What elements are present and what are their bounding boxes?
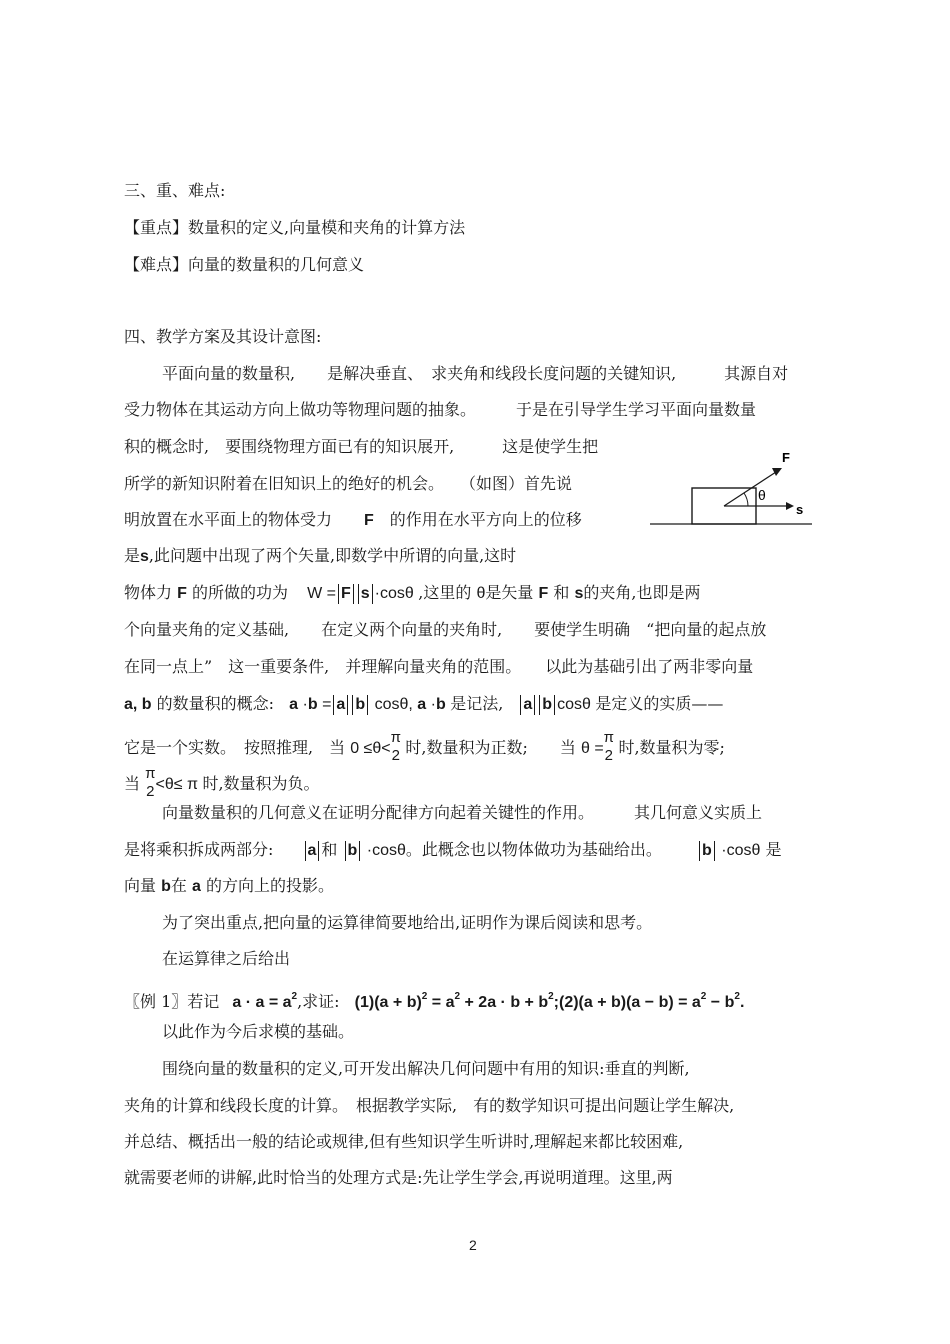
square: 2 bbox=[548, 991, 554, 1002]
b: b bbox=[355, 696, 366, 713]
para1-line12 bbox=[124, 767, 320, 803]
negative-range bbox=[145, 765, 202, 800]
expr2-rhs: − b bbox=[706, 994, 735, 1011]
para2-line1: 向量数量积的几何意义在证明分配律方向起着关键性的作用。 其几何意义实质上 bbox=[162, 803, 763, 822]
text: 的方向上的投影。 bbox=[206, 876, 335, 895]
para3-line2: 在运算律之后给出 bbox=[162, 949, 291, 968]
theta: θ bbox=[399, 696, 409, 713]
text: 。此概念也以物体做功为基础给出。 bbox=[405, 840, 662, 859]
square: 2 bbox=[291, 991, 298, 1002]
a: a bbox=[336, 696, 346, 713]
section-4-title: 四、教学方案及其设计意图: bbox=[124, 327, 322, 346]
abs-bar bbox=[534, 695, 535, 715]
text: 时,数量积为正数; 当 bbox=[405, 738, 576, 758]
b: b bbox=[307, 696, 318, 713]
theta: θ bbox=[404, 585, 414, 602]
abs-b-cos bbox=[343, 842, 406, 859]
abs-bar bbox=[714, 841, 715, 861]
expr1: (1)(a + b) bbox=[354, 994, 422, 1011]
text: 它是一个实数。 按照推理, 当 bbox=[124, 738, 346, 758]
abs-bar bbox=[520, 695, 521, 715]
pi-over-2-fraction bbox=[145, 765, 155, 801]
work-symbol: W = bbox=[307, 585, 336, 602]
abs-bar bbox=[359, 841, 360, 861]
para1-line11 bbox=[124, 731, 725, 767]
abs-bar bbox=[554, 695, 555, 715]
square: 2 bbox=[454, 991, 461, 1002]
para1-line4: 所学的新知识附着在旧知识上的绝好的机会。 （如图）首先说 bbox=[124, 474, 573, 493]
para2-line2 bbox=[124, 840, 781, 861]
section-3-title: 三、重、难点: bbox=[124, 181, 226, 200]
abs-bar bbox=[333, 695, 334, 715]
expr1-rhs: = a bbox=[427, 994, 455, 1011]
abs-bar bbox=[345, 841, 346, 861]
text: 明放置在水平面上的物体受力 bbox=[124, 510, 365, 529]
s: s bbox=[574, 585, 584, 602]
pi-over-2-fraction bbox=[604, 729, 614, 765]
example-label: 〖例 1〗若记 bbox=[124, 992, 220, 1011]
para1-line5 bbox=[124, 510, 582, 531]
abs-bar bbox=[539, 695, 540, 715]
abs-bar bbox=[352, 695, 353, 715]
cos: cos bbox=[380, 585, 405, 602]
text: ,求证: bbox=[297, 992, 340, 1011]
para4-line4: 就需要老师的讲解,此时恰当的处理方式是:先让学生学会,再说明道理。这里,两 bbox=[124, 1168, 673, 1187]
abs-b-cos bbox=[697, 842, 760, 859]
abs-bar bbox=[318, 841, 319, 861]
text: 的所做的功为 bbox=[191, 583, 288, 602]
text: 是 bbox=[124, 546, 141, 565]
para1-line6 bbox=[124, 546, 516, 567]
expr2: ;(2)(a + b)(a − b) = a bbox=[553, 994, 701, 1011]
para4-line3: 并总结、概括出一般的结论或规律,但有些知识学生听讲时,理解起来都比较困难, bbox=[124, 1132, 684, 1151]
eq: = bbox=[594, 740, 604, 758]
para1-line8: 个向量夹角的定义基础, 在定义两个向量的夹角时, 要使学生明确 “把向量的起点放 bbox=[124, 620, 767, 639]
text: 和 bbox=[321, 840, 338, 859]
b: b bbox=[435, 696, 446, 713]
s: s bbox=[360, 585, 370, 602]
abs-bar bbox=[338, 584, 339, 604]
text: 是矢量 bbox=[485, 583, 534, 602]
vector-s: s bbox=[140, 548, 149, 565]
work-formula bbox=[307, 585, 418, 602]
definition-essence bbox=[518, 696, 595, 713]
le-pi: ≤ π bbox=[173, 776, 198, 794]
pi-over-2-fraction bbox=[391, 729, 401, 765]
expr1-rhs2: + 2a · b + b bbox=[460, 994, 549, 1011]
theta: θ bbox=[581, 696, 591, 713]
force-arrowhead bbox=[772, 468, 782, 476]
theta: θ bbox=[580, 740, 590, 758]
proof-statement bbox=[354, 991, 745, 1011]
text: ,这里的 bbox=[418, 583, 472, 602]
text: 时,数量积为负。 bbox=[202, 774, 320, 794]
theta: θ bbox=[164, 776, 174, 794]
abs-bar bbox=[353, 584, 354, 604]
notation bbox=[232, 991, 298, 1011]
dot: · bbox=[302, 696, 308, 713]
abs-bar bbox=[358, 584, 359, 604]
abs-bar bbox=[305, 841, 306, 861]
square: 2 bbox=[421, 991, 428, 1002]
a-dot-a: a · a = a bbox=[232, 994, 292, 1011]
label-s: s bbox=[796, 502, 804, 517]
a: a bbox=[523, 696, 533, 713]
period: . bbox=[739, 994, 745, 1011]
text: 是记法, bbox=[450, 694, 504, 713]
text: 向量 bbox=[124, 876, 157, 895]
dot: · bbox=[366, 842, 373, 859]
para1-line1: 平面向量的数量积, 是解决垂直、 求夹角和线段长度问题的关键知识, 其源自对 bbox=[162, 364, 789, 383]
two: 2 bbox=[604, 747, 613, 764]
a: a bbox=[417, 696, 427, 713]
zero-le: 0 ≤ bbox=[350, 740, 373, 758]
square: 2 bbox=[700, 991, 707, 1002]
abs-bar bbox=[372, 584, 373, 604]
angle-arc bbox=[744, 493, 748, 506]
force-arrow bbox=[724, 472, 776, 506]
example-1 bbox=[124, 987, 744, 1013]
para1-line10 bbox=[124, 694, 723, 715]
b: b bbox=[542, 696, 553, 713]
lt: < bbox=[381, 740, 391, 758]
abs-bar bbox=[699, 841, 700, 861]
para1-line2: 受力物体在其运动方向上做功等物理问题的抽象。 于是在引导学生学习平面向量数量 bbox=[124, 400, 757, 419]
abs-bar bbox=[367, 695, 368, 715]
cos: cos bbox=[557, 696, 582, 713]
text: ,此问题中出现了两个矢量,即数学中所谓的向量,这时 bbox=[148, 546, 517, 565]
pi: π bbox=[390, 729, 401, 746]
para1-line7 bbox=[124, 583, 700, 604]
para4-line2: 夹角的计算和线段长度的计算。 根据教学实际, 有的数学知识可提出问题让学生解决, bbox=[124, 1096, 735, 1115]
abs-a bbox=[303, 842, 322, 859]
para1-line9: 在同一点上” 这一重要条件, 并理解向量夹角的范围。 以此为基础引出了两非零向量 bbox=[124, 657, 754, 676]
dot: · bbox=[721, 842, 727, 859]
square: 2 bbox=[734, 991, 740, 1002]
abs-bar bbox=[347, 695, 348, 715]
positive-range bbox=[350, 729, 405, 764]
theta: θ bbox=[372, 740, 382, 758]
text: 是将乘积拆成两部分: bbox=[124, 840, 274, 859]
page-number: 2 bbox=[469, 1237, 477, 1253]
text: 是 bbox=[765, 840, 782, 859]
dot: · bbox=[430, 696, 436, 713]
vector-F: F bbox=[364, 512, 374, 529]
theta: θ bbox=[476, 585, 486, 602]
label-theta: θ bbox=[758, 487, 766, 503]
eq: = bbox=[322, 696, 332, 713]
key-point: 【重点】数量积的定义,向量模和夹角的计算方法 bbox=[124, 218, 466, 237]
text: 物体力 bbox=[124, 583, 173, 602]
displacement-arrowhead bbox=[786, 502, 794, 510]
b: b bbox=[702, 842, 712, 859]
pi: π bbox=[145, 765, 156, 782]
a: a bbox=[289, 696, 299, 713]
vector-F: F bbox=[177, 585, 187, 602]
dot-product-definition: a ·b = a b cosθ, a ·b bbox=[289, 696, 446, 713]
cos: cos bbox=[374, 696, 400, 713]
vectors-a-b: a, b bbox=[124, 696, 152, 713]
force-diagram bbox=[648, 448, 818, 528]
zero-condition bbox=[580, 729, 619, 764]
a: a bbox=[307, 842, 317, 859]
para2-line3 bbox=[124, 876, 334, 897]
para1-line3: 积的概念时, 要围绕物理方面已有的知识展开, 这是使学生把 bbox=[124, 437, 599, 456]
cos: cos bbox=[372, 842, 397, 859]
vector-b: b bbox=[161, 878, 171, 895]
text: 是定义的实质—— bbox=[595, 694, 724, 713]
text: 和 bbox=[553, 583, 570, 602]
vector-a: a bbox=[192, 878, 201, 895]
difficult-point: 【难点】向量的数量积的几何意义 bbox=[124, 255, 365, 274]
b: b bbox=[347, 842, 358, 859]
text: 的夹角,也即是两 bbox=[583, 583, 701, 602]
F: F bbox=[340, 585, 351, 602]
cos: cos bbox=[726, 842, 752, 859]
label-F: F bbox=[782, 450, 790, 465]
dot: · bbox=[374, 585, 380, 602]
two: 2 bbox=[391, 747, 400, 764]
lt: < bbox=[155, 776, 165, 794]
F: F bbox=[538, 585, 549, 602]
para4-line1: 围绕向量的数量积的定义,可开发出解决几何问题中有用的知识:垂直的判断, bbox=[162, 1059, 690, 1078]
text: 的数量积的概念: bbox=[156, 694, 275, 713]
text: 时,数量积为零; bbox=[618, 738, 725, 758]
para3-line1: 为了突出重点,把向量的运算律简要地给出,证明作为课后阅读和思考。 bbox=[162, 913, 653, 932]
text: 的作用在水平方向上的位移 bbox=[373, 510, 582, 529]
para3-line4: 以此作为今后求模的基础。 bbox=[162, 1022, 355, 1041]
theta: θ bbox=[396, 842, 406, 859]
theta: θ bbox=[751, 842, 761, 859]
pi: π bbox=[603, 729, 615, 746]
text: 在 bbox=[170, 876, 187, 895]
text: 当 bbox=[124, 774, 141, 794]
two: 2 bbox=[146, 783, 155, 800]
